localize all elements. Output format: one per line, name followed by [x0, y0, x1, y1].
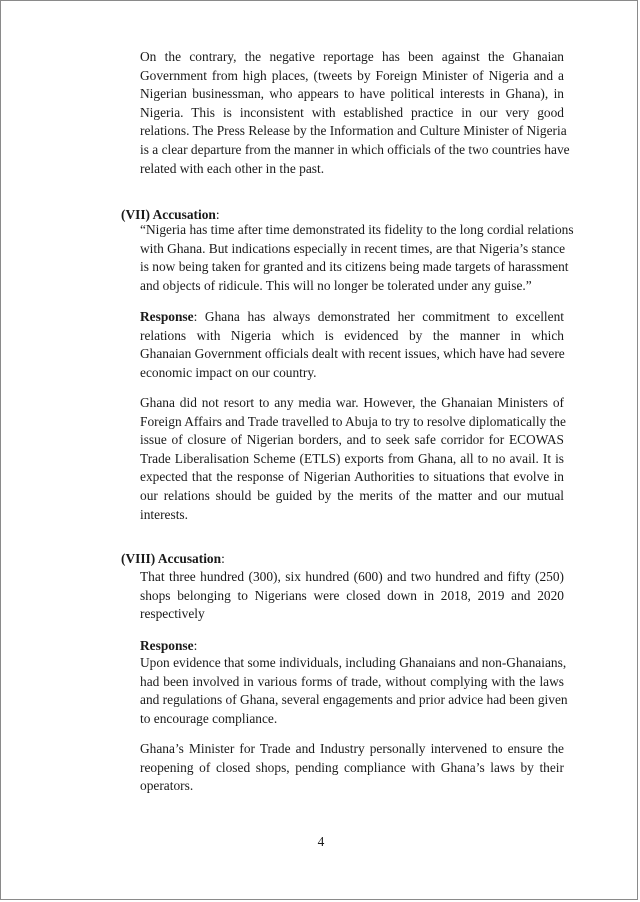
section-heading-label: Accusation	[152, 207, 216, 222]
section-heading-label: Accusation	[157, 551, 222, 566]
section-number: (VIII)	[121, 551, 156, 566]
section-heading-viii: (VIII) Accusation:	[121, 551, 225, 566]
text-line: to encourage compliance.	[140, 710, 278, 726]
text-line: respectively	[140, 606, 205, 622]
text-line: On the contrary, the negative reportage has been against the Ghanaian	[140, 49, 564, 64]
text-line: Government from high places, (tweets by Foreign Minister of Nigeria and a	[140, 67, 564, 83]
text-line: “Nigeria has time after time demonstrated its fidelity to the long cordial relations	[140, 222, 574, 237]
text-line: relations with Nigeria which is evidenced by the manner in which	[140, 327, 564, 343]
text-line: is now being taken for granted and its citizens being made targets of harassment	[140, 259, 569, 275]
response-label: Response	[140, 638, 194, 653]
text-line: reopening of closed shops, pending compliance with Ghana’s laws by their	[140, 759, 564, 775]
intro-paragraph	[140, 48, 570, 178]
section-heading-vii: (VII) Accusation:	[121, 207, 220, 222]
text-line: Nigerian businessman, who appears to have political interests in Ghana), in	[140, 86, 564, 102]
text-line: and objects of ridicule. This will no longer be tolerated under any guise.”	[140, 277, 532, 293]
paragraph-vii-media-war	[140, 394, 564, 524]
text-line: economic impact on our country.	[140, 364, 317, 380]
text-line: relations. The Press Release by the Information and Culture Minister of Nigeria	[140, 123, 567, 139]
text-line: Ghana did not resort to any media war. However, the Ghanaian Ministers of	[140, 395, 564, 410]
text-line: Upon evidence that some individuals, including Ghanaians and non-Ghanaians,	[140, 655, 567, 670]
text-line: related with each other in the past.	[140, 160, 325, 176]
text-line: and regulations of Ghana, several engagements and prior advice had been given	[140, 692, 568, 708]
text-line: shops belonging to Nigerians were closed down in 2018, 2019 and 2020	[140, 587, 564, 603]
paragraph-viii-reopening	[140, 740, 564, 796]
text-line: That three hundred (300), six hundred (600) and two hundred and fifty (250)	[140, 569, 564, 584]
text-line: Nigeria. This is inconsistent with established practice in our very good	[140, 104, 564, 120]
section-number: (VII)	[121, 207, 151, 222]
accusation-text-viii	[140, 568, 564, 624]
response-paragraph-vii	[140, 308, 564, 382]
accusation-quote-vii	[140, 221, 574, 295]
page-number: 4	[317, 834, 325, 849]
text-line: interests.	[140, 506, 188, 522]
text-line: operators.	[140, 778, 194, 794]
text-line: with Ghana. But indications especially in recent times, are that Nigeria’s stance	[140, 240, 566, 256]
text-line: is a clear departure from the manner in which officials of the two countries have	[140, 141, 570, 157]
text-line: had been involved in various forms of trade, without complying with the laws	[140, 673, 564, 689]
text-line: issue of closure of Nigerian borders, and to seek safe corridor for ECOWAS	[140, 432, 564, 448]
response-label: Response	[140, 309, 194, 324]
text-line: Foreign Affairs and Trade travelled to Abuja to try to resolve diplomatically the	[140, 413, 566, 429]
response-heading-viii: Response:	[140, 638, 198, 653]
text-line: our relations should be guided by the merits of the matter and our mutual	[140, 487, 564, 503]
text-line: Ghanaian Government officials dealt with recent issues, which have had severe	[140, 346, 565, 362]
response-paragraph-viii	[140, 654, 568, 728]
text-line: expected that the response of Nigerian Authorities to situations that evolve in	[140, 469, 564, 485]
text-line: Ghana’s Minister for Trade and Industry personally intervened to ensure the	[140, 741, 564, 756]
text-line: Trade Liberalisation Scheme (ETLS) exports from Ghana, all to no avail. It is	[140, 450, 564, 466]
text-line: Response: Ghana has always demonstrated her commitment to excellent	[140, 309, 564, 324]
